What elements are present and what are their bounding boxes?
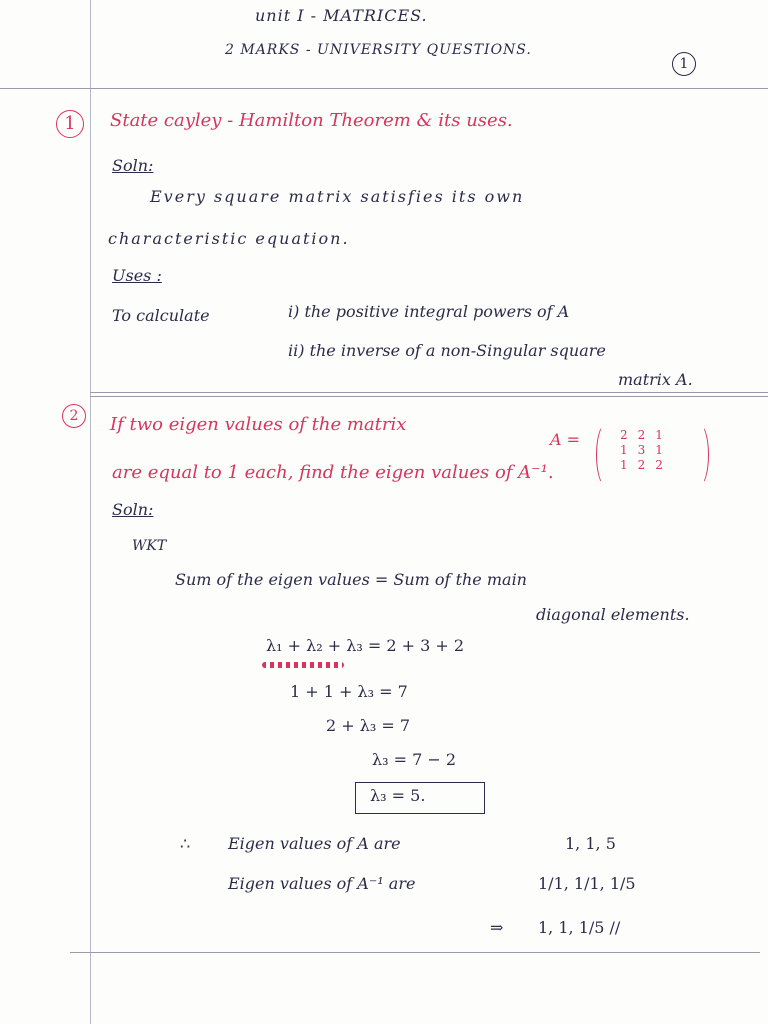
header-subtitle: 2 MARKS - UNIVERSITY QUESTIONS. bbox=[225, 42, 532, 58]
matrix-cell: 2 bbox=[637, 428, 646, 442]
q1-use-1: i) the positive integral powers of A bbox=[288, 302, 570, 321]
wavy-underline bbox=[262, 662, 344, 668]
equation-1: λ₁ + λ₂ + λ₃ = 2 + 3 + 2 bbox=[266, 636, 465, 655]
matrix-row bbox=[620, 428, 663, 443]
matrix-row bbox=[620, 443, 663, 458]
question-2-text-line1: If two eigen values of the matrix bbox=[110, 414, 407, 435]
q2-wkt: WKT bbox=[132, 538, 167, 554]
matrix-cell: 2 bbox=[620, 428, 628, 442]
q1-use-2-cont: matrix A. bbox=[618, 370, 693, 389]
margin-line bbox=[90, 0, 91, 1024]
matrix-left-paren bbox=[596, 424, 615, 486]
equation-3: 2 + λ₃ = 7 bbox=[326, 716, 411, 735]
matrix-label: A = bbox=[550, 430, 581, 449]
matrix-cell: 2 bbox=[655, 458, 663, 472]
matrix-A bbox=[620, 428, 663, 473]
question-2-number: 2 bbox=[62, 404, 86, 428]
bottom-rule bbox=[70, 952, 760, 953]
matrix-cell: 1 bbox=[620, 443, 628, 457]
page-number: 1 bbox=[672, 52, 696, 76]
q2-sum-line1: Sum of the eigen values = Sum of the main bbox=[175, 570, 527, 589]
matrix-cell: 3 bbox=[637, 443, 646, 457]
result-2-label: Eigen values of A⁻¹ are bbox=[228, 874, 416, 893]
equation-5: λ₃ = 5. bbox=[370, 786, 426, 805]
q1-use-2: ii) the inverse of a non-Singular square bbox=[288, 341, 606, 360]
q1-divider-2 bbox=[90, 396, 768, 397]
q2-sum-line2: diagonal elements. bbox=[536, 605, 690, 624]
q1-answer-line2: characteristic equation. bbox=[108, 229, 350, 248]
q1-answer-line1: Every square matrix satisfies its own bbox=[150, 187, 525, 206]
matrix-cell: 1 bbox=[655, 443, 663, 457]
result-1-label: Eigen values of A are bbox=[228, 834, 401, 853]
q1-soln-label: Soln: bbox=[112, 156, 154, 175]
question-1-text: State cayley - Hamilton Theorem & its uses. bbox=[110, 110, 513, 131]
result-1-value: 1, 1, 5 bbox=[565, 834, 616, 853]
header-title: unit I - MATRICES. bbox=[255, 6, 428, 25]
equation-4: λ₃ = 7 − 2 bbox=[372, 750, 457, 769]
result-3-value: 1, 1, 1/5 // bbox=[538, 918, 621, 937]
header-rule bbox=[0, 88, 768, 89]
matrix-row bbox=[620, 458, 663, 473]
matrix-cell: 1 bbox=[620, 458, 628, 472]
therefore-symbol: ∴ bbox=[180, 834, 191, 853]
question-1-number: 1 bbox=[56, 110, 84, 138]
q1-divider bbox=[90, 392, 768, 393]
implies-symbol: ⇒ bbox=[490, 918, 504, 937]
q2-soln-label: Soln: bbox=[112, 500, 154, 519]
result-2-value: 1/1, 1/1, 1/5 bbox=[538, 874, 636, 893]
q1-uses-intro: To calculate bbox=[112, 306, 210, 325]
q1-uses-label: Uses : bbox=[112, 266, 162, 285]
matrix-right-paren bbox=[690, 424, 709, 486]
question-2-text-line2: are equal to 1 each, find the eigen values of A⁻¹. bbox=[112, 462, 554, 483]
matrix-cell: 1 bbox=[655, 428, 663, 442]
equation-2: 1 + 1 + λ₃ = 7 bbox=[290, 682, 408, 701]
matrix-cell: 2 bbox=[637, 458, 646, 472]
